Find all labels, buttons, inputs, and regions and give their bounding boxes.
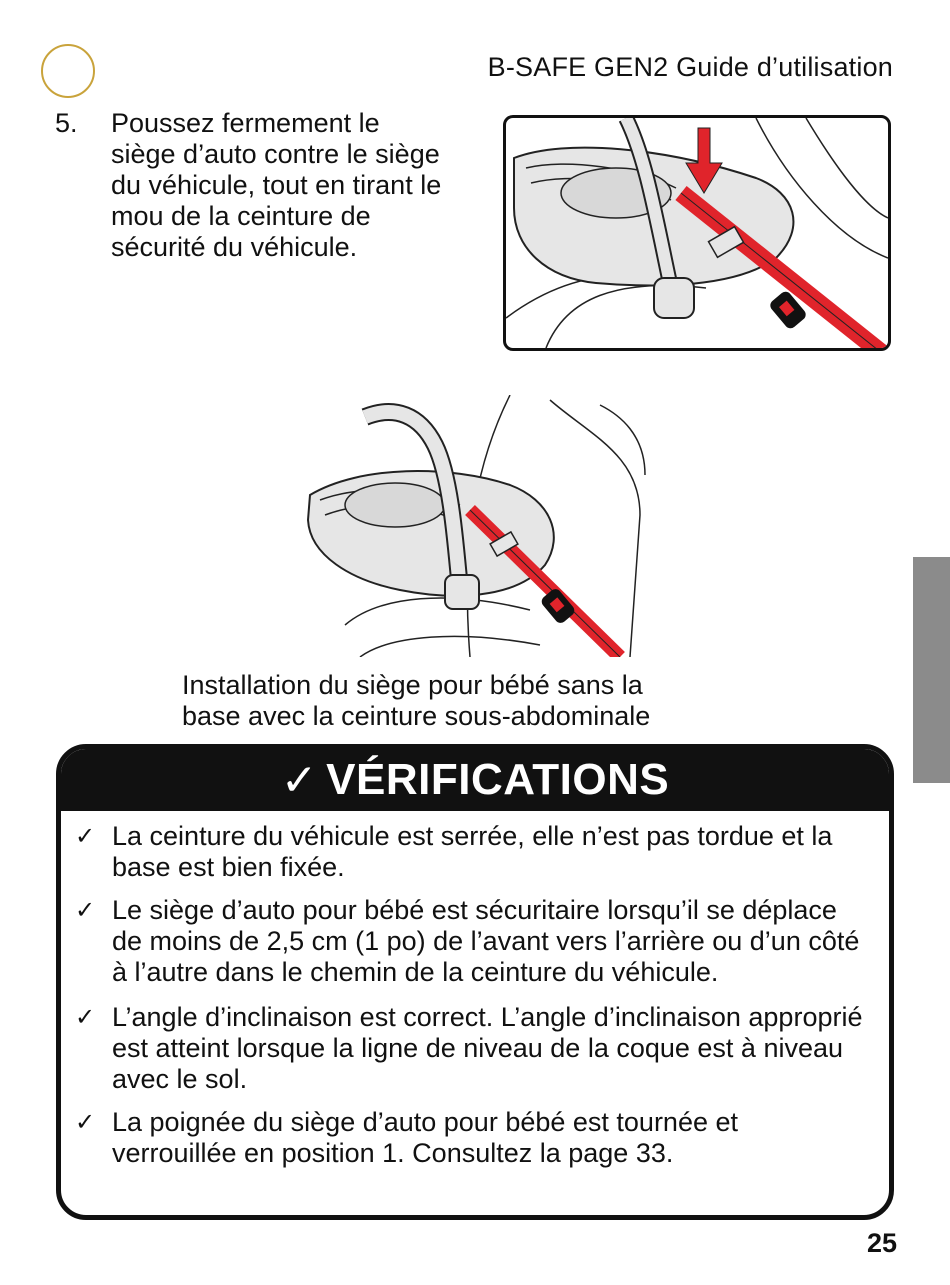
list-item-text: La ceinture du véhicule est serrée, elle n’est pas tordue et la base est bien fixée. — [112, 821, 833, 882]
checkmark-icon: ✓ — [75, 1004, 96, 1031]
verifications-title: VÉRIFICATIONS — [326, 755, 670, 804]
step-number: 5. — [55, 108, 78, 138]
section-tab — [913, 557, 950, 783]
step-text: Poussez fermement le siège d’auto contre le siège du véhicule, tout en tirant le mou de la ceinture de sécurité du véhicule. — [111, 108, 442, 262]
illustration-push-seat — [503, 115, 891, 351]
page-number: 25 — [866, 1228, 897, 1258]
push-seat-drawing — [506, 118, 888, 348]
list-item — [61, 821, 889, 883]
caption-line-2: base avec la ceinture sous-abdominale — [182, 701, 651, 731]
install-drawing — [300, 395, 650, 657]
list-item-text: Le siège d’auto pour bébé est sécuritaire lorsqu’il se déplace de moins de 2,5 cm (1 po) de l’avant vers l’arrière ou d’un côté à l’autre dans le chemin de la ceinture du véhicule. — [112, 895, 860, 987]
illustration-install-without-base — [300, 395, 650, 657]
figure-caption — [182, 670, 782, 732]
checkmark-icon: ✓ — [75, 1109, 96, 1136]
verifications-list — [61, 817, 889, 1169]
checkmark-icon: ✓ — [75, 823, 96, 850]
verifications-box — [56, 744, 894, 1220]
page-header: B-SAFE GEN2 Guide d’utilisation — [487, 52, 893, 82]
checkmark-icon: ✓ — [280, 755, 319, 805]
checkmark-icon: ✓ — [75, 897, 96, 924]
list-item-text: La poignée du siège d’auto pour bébé est tournée et verrouillée en position 1. Consultez la page 33. — [112, 1107, 738, 1168]
caption-line-1: Installation du siège pour bébé sans la — [182, 670, 643, 700]
decorative-circle-icon — [41, 44, 95, 98]
list-item — [61, 1107, 889, 1169]
list-item-text: L’angle d’inclinaison est correct. L’angle d’inclinaison approprié est atteint lorsque la ligne de niveau de la coque est à niveau avec le sol. — [112, 1002, 863, 1094]
list-item — [61, 895, 889, 988]
list-item — [61, 1002, 889, 1095]
verifications-header — [61, 749, 889, 811]
